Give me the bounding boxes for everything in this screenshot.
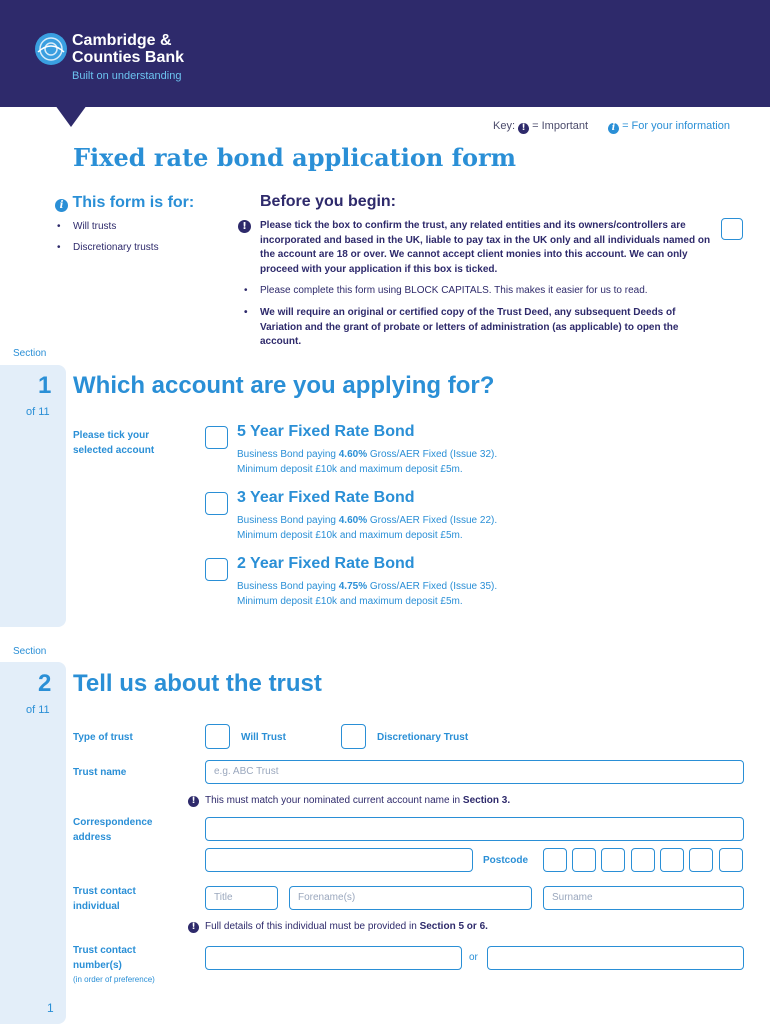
- before-begin-heading: Before you begin:: [260, 193, 397, 210]
- correspondence-address-label: Correspondence address: [73, 817, 153, 843]
- account-deposit: Minimum deposit £10k and maximum deposit £5m.: [237, 530, 463, 541]
- confirm-checkbox[interactable]: [721, 218, 743, 240]
- important-icon: !: [188, 922, 199, 933]
- info-icon: i: [55, 199, 68, 212]
- bank-tagline: Built on understanding: [72, 70, 182, 82]
- contact-number-label: Trust contact number(s): [73, 945, 136, 971]
- account-title: 3 Year Fixed Rate Bond: [237, 489, 415, 506]
- before-begin-bullet: • Please complete this form using BLOCK CAPITALS. This makes it easier for us to read.: [260, 285, 720, 296]
- trust-name-label: Trust name: [73, 767, 127, 778]
- trust-name-note-bold: Section 3.: [462, 795, 511, 806]
- account-desc: [237, 579, 497, 609]
- confirm-text: Please tick the box to confirm the trust, any related entities and its owners/controllers are incorporated and based in the UK, liable to pay tax in the UK only and all individuals named on the account are 18 or over. We cannot accept client monies into this account. We can only proceed with your application if this box is ticked.: [260, 220, 711, 275]
- account-desc-post: Gross/AER Fixed (Issue 22).: [367, 515, 498, 526]
- or-label: or: [469, 952, 478, 963]
- form-for-item: • Will trusts: [73, 221, 116, 232]
- section-of: of 11: [26, 406, 50, 418]
- postcode-char-box[interactable]: [543, 848, 567, 872]
- key-important: = Important: [532, 120, 589, 132]
- trust-name-note-text: This must match your nominated current account name in: [205, 795, 463, 806]
- contact-number-sub: (in order of preference): [73, 975, 155, 984]
- postcode-char-box[interactable]: [689, 848, 713, 872]
- info-icon: i: [608, 123, 619, 134]
- will-trust-checkbox[interactable]: [205, 724, 230, 749]
- account-rate: 4.75%: [338, 581, 368, 592]
- discretionary-trust-label: Discretionary Trust: [377, 732, 469, 743]
- account-desc-pre: Business Bond paying: [237, 581, 339, 592]
- account-deposit: Minimum deposit £10k and maximum deposit £5m.: [237, 596, 463, 607]
- account-checkbox-3yr[interactable]: [205, 492, 228, 515]
- account-title: 5 Year Fixed Rate Bond: [237, 423, 415, 440]
- address-line-1-input[interactable]: [205, 817, 744, 841]
- section-title: Tell us about the trust: [73, 670, 322, 697]
- section-rail: [0, 365, 66, 627]
- section-label: Section: [13, 348, 47, 359]
- account-desc: [237, 447, 497, 477]
- discretionary-trust-checkbox[interactable]: [341, 724, 366, 749]
- account-checkbox-5yr[interactable]: [205, 426, 228, 449]
- key-label: Key:: [493, 120, 516, 132]
- account-rate: 4.60%: [338, 449, 368, 460]
- will-trust-label: Will Trust: [241, 732, 286, 743]
- section-rail: [0, 662, 66, 1024]
- contact-number-1-input[interactable]: [205, 946, 462, 970]
- key-info: = For your information: [622, 120, 730, 132]
- postcode-char-box[interactable]: [660, 848, 684, 872]
- page-number: 1: [47, 1001, 54, 1015]
- account-desc-post: Gross/AER Fixed (Issue 35).: [367, 581, 498, 592]
- account-desc-pre: Business Bond paying: [237, 515, 339, 526]
- postcode-label: Postcode: [483, 855, 529, 866]
- important-icon: !: [238, 220, 251, 233]
- contact-forename-input[interactable]: Forename(s): [289, 886, 532, 910]
- account-checkbox-2yr[interactable]: [205, 558, 228, 581]
- type-of-trust-label: Type of trust: [73, 732, 133, 743]
- important-icon: !: [518, 123, 529, 134]
- form-for-heading-text: This form is for:: [72, 194, 195, 211]
- important-icon: !: [188, 796, 199, 807]
- contact-surname-input[interactable]: Surname: [543, 886, 744, 910]
- trust-name-input[interactable]: e.g. ABC Trust: [205, 760, 744, 784]
- section-label: Section: [13, 646, 47, 657]
- section-number: 1: [38, 372, 52, 399]
- key-legend-info: [608, 120, 730, 134]
- contact-number-2-input[interactable]: [487, 946, 744, 970]
- contact-title-input[interactable]: Title: [205, 886, 278, 910]
- account-desc-post: Gross/AER Fixed (Issue 32).: [367, 449, 498, 460]
- account-rate: 4.60%: [338, 515, 368, 526]
- section-number: 2: [38, 670, 52, 697]
- postcode-char-box[interactable]: [631, 848, 655, 872]
- contact-note: [205, 921, 488, 932]
- form-for-heading: [55, 194, 194, 212]
- postcode-char-box[interactable]: [601, 848, 625, 872]
- trust-contact-label: Trust contact individual: [73, 886, 136, 912]
- contact-note-bold: Section 5 or 6.: [419, 921, 488, 932]
- account-deposit: Minimum deposit £10k and maximum deposit £5m.: [237, 464, 463, 475]
- section-title: Which account are you applying for?: [73, 372, 495, 399]
- before-begin-bullet: • We will require an original or certified copy of the Trust Deed, any subsequent Deeds of Variation and the grant of probate or letters of administration (as applicable) to open the account.: [260, 306, 700, 350]
- header-notch: [55, 105, 87, 127]
- key-legend: [493, 120, 588, 134]
- trust-name-note: [205, 795, 510, 806]
- form-title: Fixed rate bond application form: [73, 143, 517, 172]
- bank-logo-icon: [34, 32, 68, 66]
- bank-name: Cambridge & Counties Bank: [72, 32, 185, 66]
- postcode-char-box[interactable]: [719, 848, 743, 872]
- tick-account-label: Please tick your selected account: [73, 430, 155, 456]
- form-for-item: • Discretionary trusts: [73, 242, 159, 253]
- address-line-2-input[interactable]: [205, 848, 473, 872]
- contact-note-text: Full details of this individual must be provided in: [205, 921, 420, 932]
- postcode-char-box[interactable]: [572, 848, 596, 872]
- account-desc: [237, 513, 497, 543]
- section-of: of 11: [26, 704, 50, 716]
- account-title: 2 Year Fixed Rate Bond: [237, 555, 415, 572]
- account-desc-pre: Business Bond paying: [237, 449, 339, 460]
